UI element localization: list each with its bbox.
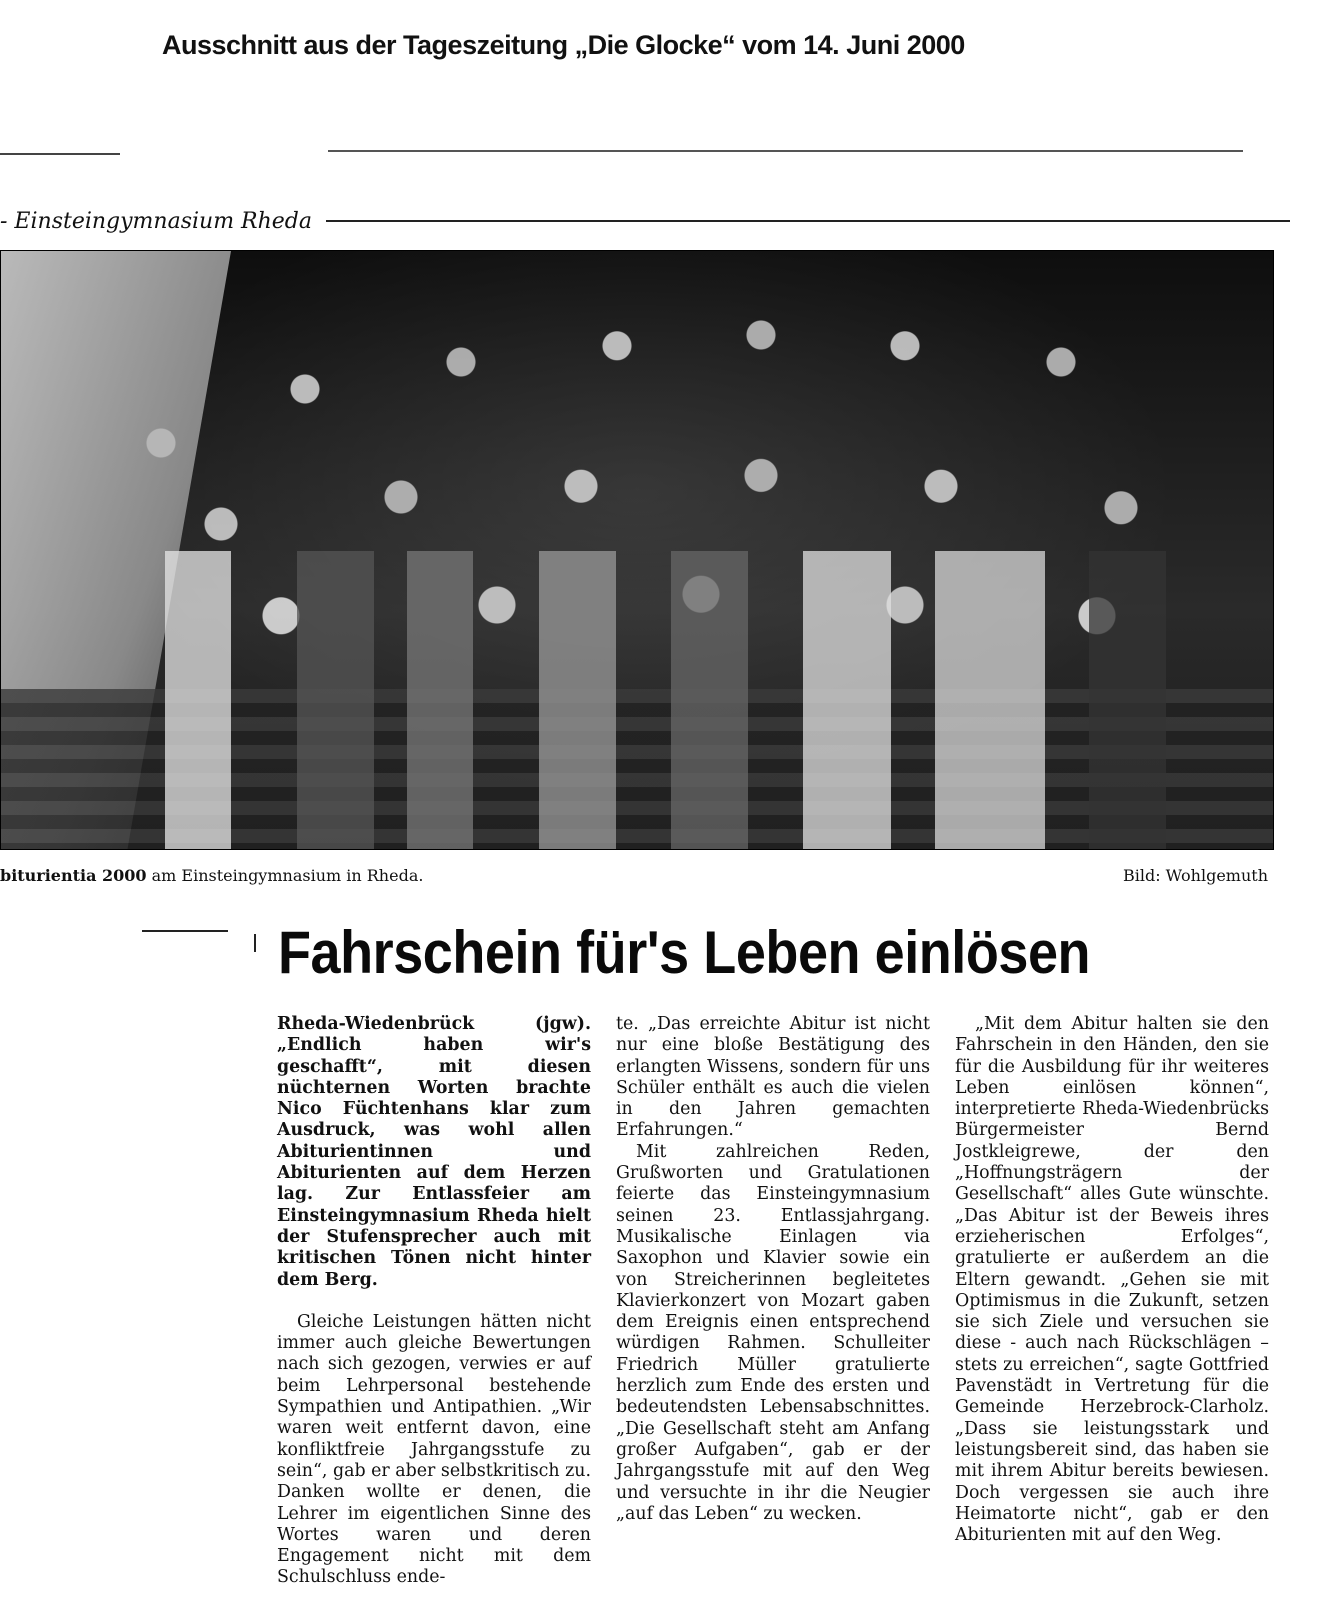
- article-paragraph: Mit zahlreichen Reden, Grußworten und Gratulationen feierte das Einsteingymnasium seinen 23. Entlassjahrgang. Musikalische Einlagen via Saxophon und Klavier sowie ein von Streicherinnen begleitetes Klavierkonzert von Mozart gaben dem Ereignis einen entsprechend würdigen Rahmen. Schulleiter Friedrich Müller gratulierte herzlich zum Ende des ersten und bedeutendsten Lebensabschnittes. „Die Gesellschaft steht am Anfang großer Aufgaben“, gab er der Jahrgangsstufe mit auf den Weg und versuchte in ihr die Neugier „auf das Leben“ zu wecken.: [616, 1141, 930, 1524]
- section-kicker-row: [0, 206, 1290, 236]
- divider-rule: [0, 153, 120, 155]
- article-paragraph: Gleiche Leistungen hätten nicht immer auch gleiche Bewertungen nach sich gezogen, verwies er auf beim Lehrpersonal bestehende Sympathien und Antipathien. „Wir waren weit entfernt davon, eine konfliktfreie Jahrgangsstufe zu sein“, gab er aber selbstkritisch zu. Danken wollte er denen, die Lehrer im eigentlichen Sinne des Wortes waren und deren Engagement nicht mit dem Schulschluss ende-: [277, 1311, 591, 1588]
- article-column-1: [277, 1014, 591, 1589]
- group-photo: [0, 250, 1274, 850]
- article-column-2: [616, 1014, 930, 1525]
- photo-credit: Bild: Wohlgemuth: [1122, 866, 1268, 885]
- headline-rule: [142, 930, 228, 932]
- clipping-header: Ausschnitt aus der Tageszeitung „Die Glocke“ vom 14. Juni 2000: [162, 30, 965, 60]
- section-kicker: - Einsteingymnasium Rheda: [0, 208, 313, 234]
- article-paragraph: „Mit dem Abitur halten sie den Fahrschein in den Händen, den sie für die Ausbildung für ihr weiteres Leben einlösen können“, interpretierte Rheda-Wiedenbrücks Bürgermeister Bernd Jostkleigrewe, der den „Hoffnungsträgern der Gesellschaft“ alles Gute wünschte. „Das Abitur ist der Beweis ihres erzieherischen Erfolges“, gratulierte er außerdem an die Eltern gewandt. „Gehen sie mit Optimismus in die Zukunft, setzen sie sich Ziele und versuchen sie diese - auch nach Rückschlägen – stets zu erreichen“, sagte Gottfried Pavenstädt in Vertretung für die Gemeinde Herzebrock-Clarholz. „Dass sie leistungsstark und leistungsbereit sind, das haben sie mit ihrem Abitur bereits bewiesen. Doch vergessen sie auch ihre Heimatorte nicht“, gab er den Abiturienten mit auf den Weg.: [955, 1014, 1269, 1546]
- article-paragraph: te. „Das erreichte Abitur ist nicht nur eine bloße Bestätigung des erlangten Wissens, sondern für uns Schüler enthält es auch die vielen in den Jahren gemachten Erfahrungen.“: [616, 1014, 930, 1141]
- article-column-3: [955, 1014, 1269, 1546]
- kicker-rule: [326, 220, 1290, 222]
- divider-rule: [328, 150, 1243, 152]
- photo-caption-bold: biturientia 2000: [0, 866, 147, 885]
- photo-caption-text: am Einsteingymnasium in Rheda.: [146, 866, 424, 885]
- photo-caption: [0, 866, 423, 885]
- article-lead: Rheda-Wiedenbrück (jgw). „Endlich haben wir's geschafft“, mit diesen nüchternen Worten brachte Nico Füchtenhans klar zum Ausdruck, was wohl allen Abiturientinnen und Abiturienten auf dem Herzen lag. Zur Entlassfeier am Einsteingymnasium Rheda hielt der Stufensprecher auch mit kritischen Tönen nicht hinter dem Berg.: [277, 1014, 591, 1290]
- headline-tick: [254, 934, 256, 952]
- article-headline: Fahrschein für's Leben einlösen: [278, 919, 1091, 986]
- photo-front-row: [121, 551, 1221, 849]
